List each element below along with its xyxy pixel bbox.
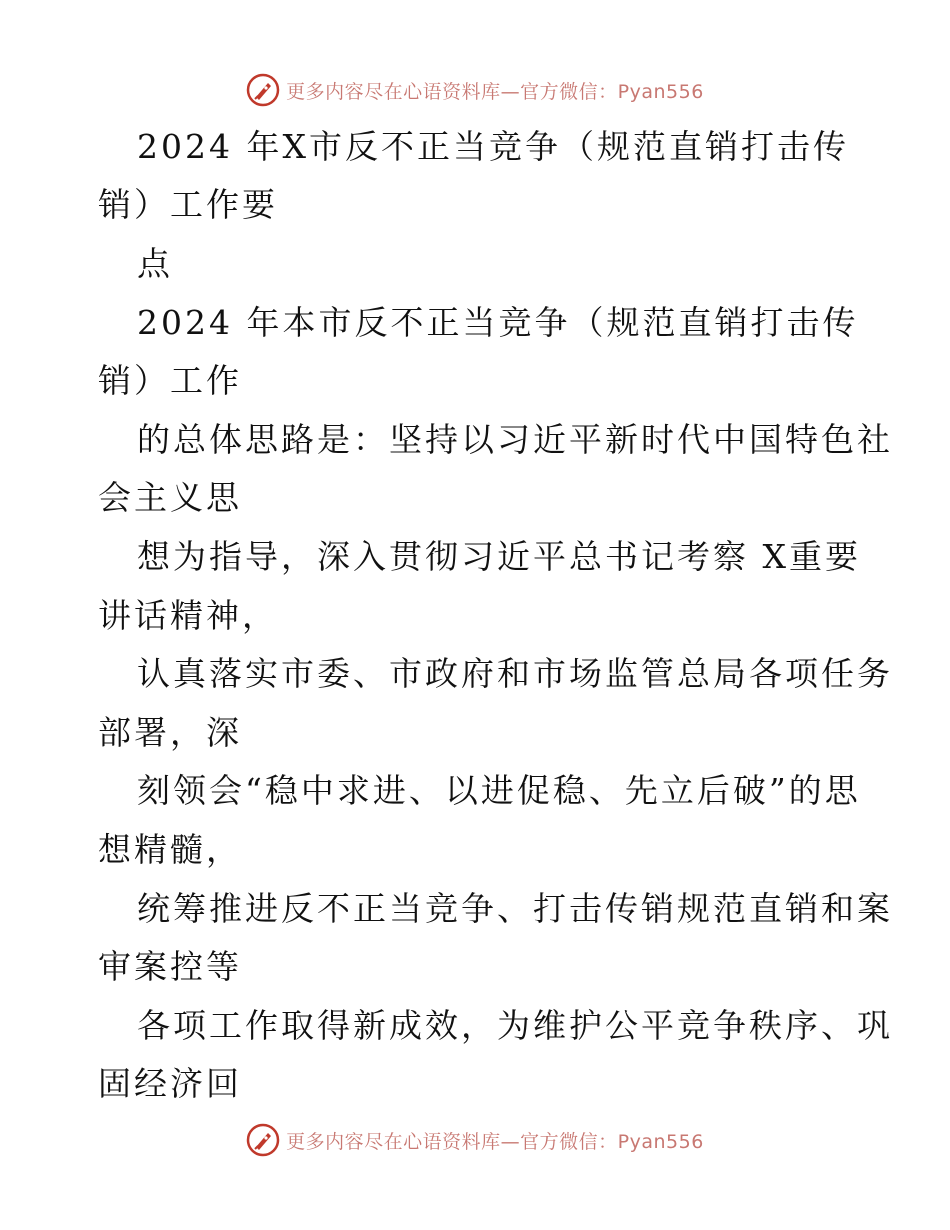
text-line: 销）工作要 [98,185,278,224]
text-line: 刻领会“稳中求进、以进促稳、先立后破”的思 [137,771,861,810]
text-line: 会主义思 [98,478,242,517]
pen-nib-logo-icon [246,1123,280,1157]
text-line: 统筹推进反不正当竞争、打击传销规范直销和案 [137,889,893,928]
watermark-text: 更多内容尽在心语资料库—官方微信：Pyan556 [286,80,704,103]
text-line: 点 [137,244,173,283]
text-line: 2024 年X市反不正当竞争（规范直销打击传 [137,127,849,166]
text-line: 想为指导，深入贯彻习近平总书记考察 X重要 [137,537,861,576]
text-line: 固经济回 [98,1064,242,1103]
pen-nib-logo-icon [246,73,280,107]
text-line: 认真落实市委、市政府和市场监管总局各项任务 [137,654,893,693]
watermark-text: 更多内容尽在心语资料库—官方微信：Pyan556 [286,1130,704,1153]
text-line: 审案控等 [98,947,242,986]
header-watermark [0,70,950,110]
footer-watermark [0,1120,950,1160]
text-line: 讲话精神， [98,596,278,635]
text-line: 2024 年本市反不正当竞争（规范直销打击传 [137,303,859,342]
text-line: 销）工作 [98,361,242,400]
text-line: 想精髓， [98,830,242,869]
text-line: 的总体思路是：坚持以习近平新时代中国特色社 [137,420,893,459]
text-line: 各项工作取得新成效，为维护公平竞争秩序、巩 [137,1006,893,1045]
text-line: 部署，深 [98,713,242,752]
